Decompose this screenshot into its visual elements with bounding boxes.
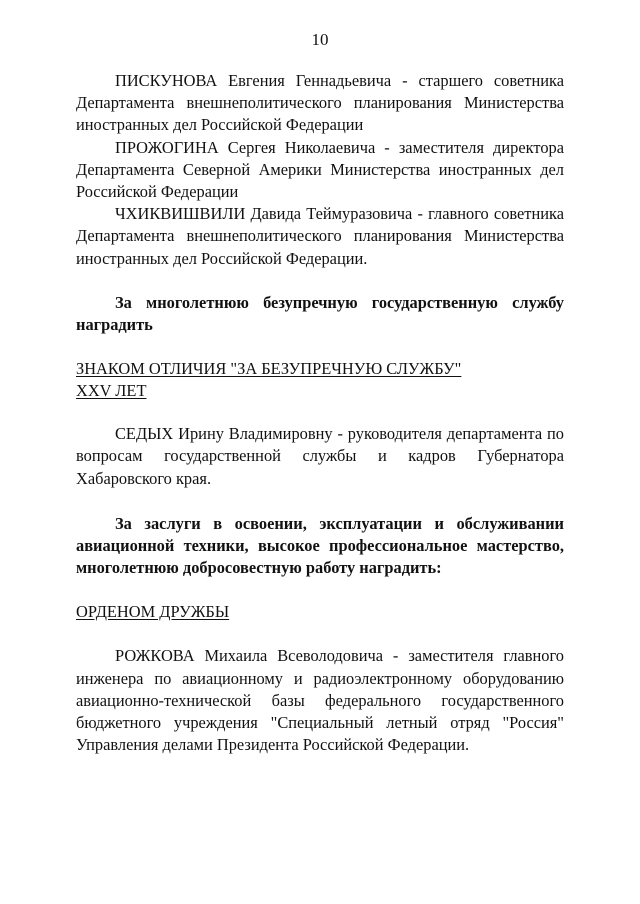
award-title: ОРДЕНОМ ДРУЖБЫ [76, 602, 230, 622]
award-recipient-paragraph: РОЖКОВА Михаила Всеволодовича - заместителя главного инженера по авиационному и радиоэлектронному оборудованию авиационно-технической базы федерального государственного бюджетного учреждения "Специальный летный отряд "Россия" Управления делами Президента Российской Федерации. [76, 646, 564, 755]
award-reason-heading: За многолетнюю безупречную государственную службу наградить [76, 292, 564, 335]
award-reason-heading: За заслуги в освоении, эксплуатации и обслуживании авиационной техники, высокое профессиональное мастерство, многолетнюю добросовестную работу наградить: [76, 513, 564, 578]
award-title: ЗНАКОМ ОТЛИЧИЯ "ЗА БЕЗУПРЕЧНУЮ СЛУЖБУ" [76, 359, 462, 379]
award-recipient-paragraph: СЕДЫХ Ирину Владимировну - руководителя департамента по вопросам государственной службы и кадров Губернатора Хабаровского края. [76, 424, 564, 488]
document-body [76, 70, 564, 756]
award-recipient-paragraph: ЧХИКВИШВИЛИ Давида Теймуразовича - главного советника Департамента внешнеполитического планирования Министерства иностранных дел Российской Федерации. [76, 204, 564, 268]
award-recipient-paragraph: ПРОЖОГИНА Сергея Николаевича - заместителя директора Департамента Северной Америки Министерства иностранных дел Российской Федерации [76, 137, 564, 202]
award-title-years: XXV ЛЕТ [76, 381, 147, 401]
award-recipient-paragraph: ПИСКУНОВА Евгения Геннадьевича - старшего советника Департамента внешнеполитического планирования Министерства иностранных дел Российской Федерации [76, 71, 564, 135]
page-number: 10 [311, 30, 329, 49]
